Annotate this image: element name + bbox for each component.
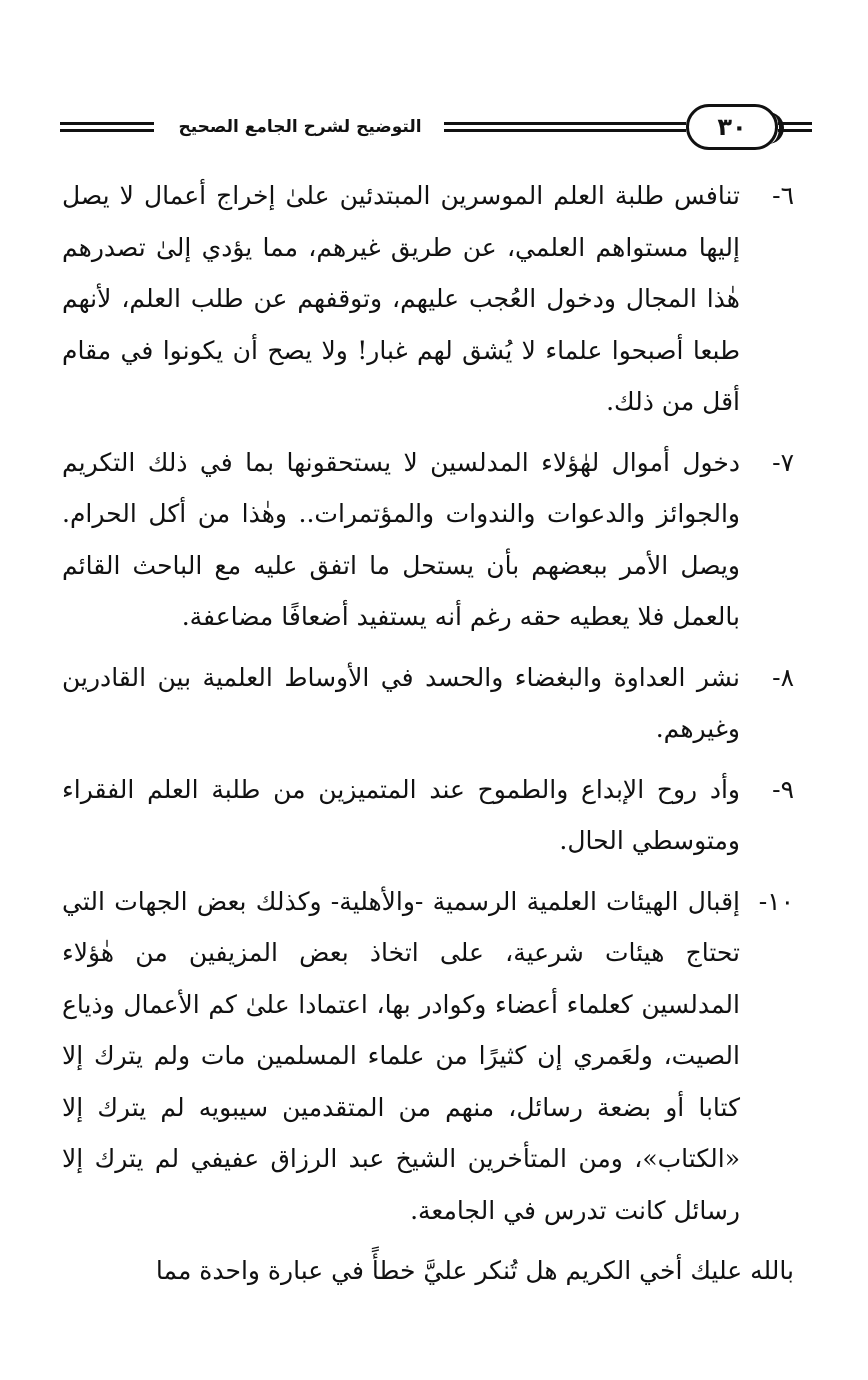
item-text: وأد روح الإبداع والطموح عند المتميزين من طلبة العلم الفقراء ومتوسطي الحال.: [62, 774, 740, 855]
list-item: [62, 876, 794, 1237]
item-text: إقبال الهيئات العلمية الرسمية -والأهلية- وكذلك بعض الجهات التي تحتاج هيئات شرعية، على اتخاذ بعض المزيفين من هٰؤلاء المدلسين كعلماء أعضاء وكوادر بها، اعتمادا علىٰ كم الأعمال وذياع الصيت، ولعَمري إن كثيرًا من علماء المسلمين مات ولم يترك إلا كتابا أو بضعة رسائل، منهم من المتقدمين سيبويه لم يترك إلا «الكتاب»، ومن المتأخرين الشيخ عبد الرزاق عفيفي لم يترك إلا رسائل كانت تدرس في الجامعة.: [62, 886, 740, 1225]
item-number: ٩-: [772, 774, 794, 804]
item-number: ٦-: [772, 181, 794, 210]
list-item: [62, 437, 794, 643]
item-number: ٧-: [772, 447, 794, 477]
page-body: [62, 170, 794, 1297]
header-rule-left: [60, 122, 154, 134]
page-number: ٣٠: [717, 113, 747, 141]
item-text: نشر العداوة والبغضاء والحسد في الأوساط العلمية بين القادرين وغيرهم.: [62, 662, 740, 743]
item-text: تنافس طلبة العلم الموسرين المبتدئين علىٰ إخراج أعمال لا يصل إليها مستواهم العلمي، عن طريق غيرهم، مما يؤدي إلىٰ تصدرهم هٰذا المجال ودخول العُجب عليهم، وتوقفهم عن طلب العلم، لأنهم طبعا أصبحوا علماء لا يُشق لهم غبار! ولا يصح أن يكونوا في مقام أقل من ذلك.: [62, 181, 740, 416]
running-header: [56, 100, 816, 164]
list-item: [62, 764, 794, 867]
item-text: دخول أموال لهٰؤلاء المدلسين لا يستحقونها بما في ذلك التكريم والجوائز والدعوات والندوات والمؤتمرات.. وهٰذا من أكل الحرام. ويصل الأمر ببعضهم بأن يستحل ما اتفق عليه مع الباحث القائم بالعمل فلا يعطيه حقه رغم أنه يستفيد أضعافًا مضاعفة.: [62, 447, 740, 631]
book-title: التوضيح لشرح الجامع الصحيح: [178, 117, 422, 137]
item-number: ٨-: [772, 662, 794, 692]
list-item: [62, 652, 794, 755]
list-item: [62, 170, 794, 428]
page-number-badge: [686, 104, 778, 150]
item-number: ١٠-: [758, 886, 794, 916]
header-rule-right: [778, 122, 812, 134]
closing-paragraph: بالله عليك أخي الكريم هل تُنكر عليَّ خطأً في عبارة واحدة مما: [155, 1256, 794, 1285]
header-rule-middle: [444, 122, 686, 134]
